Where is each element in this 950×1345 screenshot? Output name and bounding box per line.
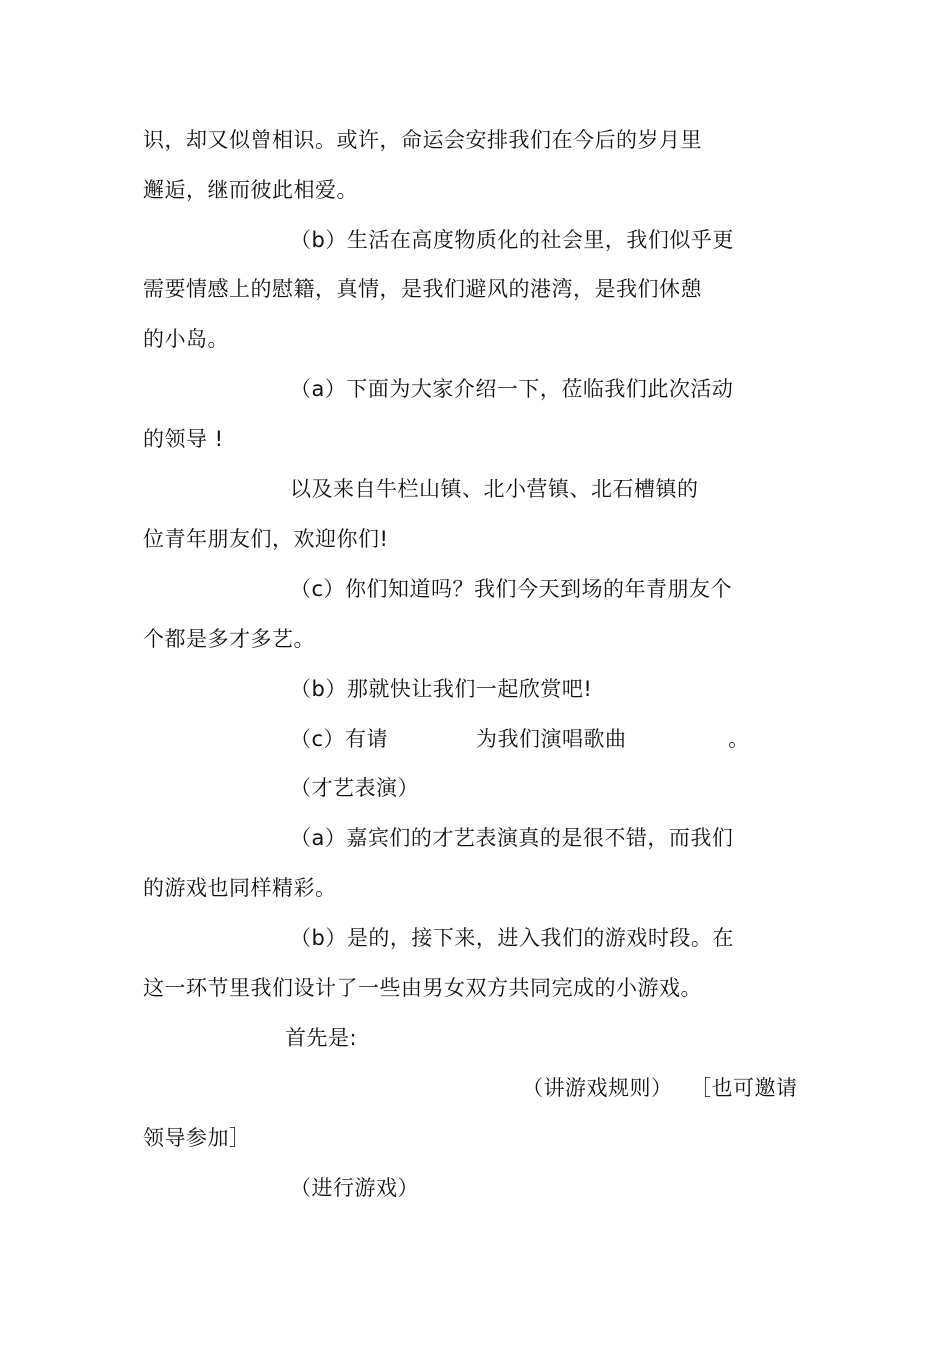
text-line: 邂逅，继而彼此相爱。 [143,178,358,202]
text-line: 的游戏也同样精彩。 [143,876,337,900]
text-line: 识，却又似曾相识。或许，命运会安排我们在今后的岁月里 [143,128,702,152]
text-line: 个都是多才多艺。 [143,627,315,651]
text-line: （a）下面为大家介绍一下，莅临我们此次活动 [290,377,734,401]
text-line: 。 [728,727,750,751]
text-line: 位青年朋友们，欢迎你们! [143,527,389,551]
text-line: （讲游戏规则） [522,1076,673,1100]
text-line: 首先是: [285,1026,358,1050]
text-line: （b）生活在高度物质化的社会里，我们似乎更 [290,228,734,252]
text-line: 的领导 ! [143,427,224,451]
text-line: （c）有请 [290,727,389,751]
text-line: ［也可邀请 [690,1076,798,1100]
text-line: 的小岛。 [143,327,229,351]
text-line: 这一环节里我们设计了一些由男女双方共同完成的小游戏。 [143,976,702,1000]
text-line: （进行游戏） [290,1176,419,1200]
text-line: （c）你们知道吗？我们今天到场的年青朋友个 [290,577,733,601]
text-line: （a）嘉宾们的才艺表演真的是很不错，而我们 [290,826,734,850]
text-line: 领导参加］ [143,1126,251,1150]
text-line: 以及来自牛栏山镇、北小营镇、北石槽镇的 [290,477,699,501]
text-line: （b）那就快让我们一起欣赏吧! [290,677,593,701]
text-line: （才艺表演） [290,776,419,800]
text-line: 为我们演唱歌曲 [476,727,627,751]
text-line: （b）是的，接下来，进入我们的游戏时段。在 [290,926,734,950]
text-line: 需要情感上的慰籍，真情，是我们避风的港湾，是我们休憩 [143,277,702,301]
